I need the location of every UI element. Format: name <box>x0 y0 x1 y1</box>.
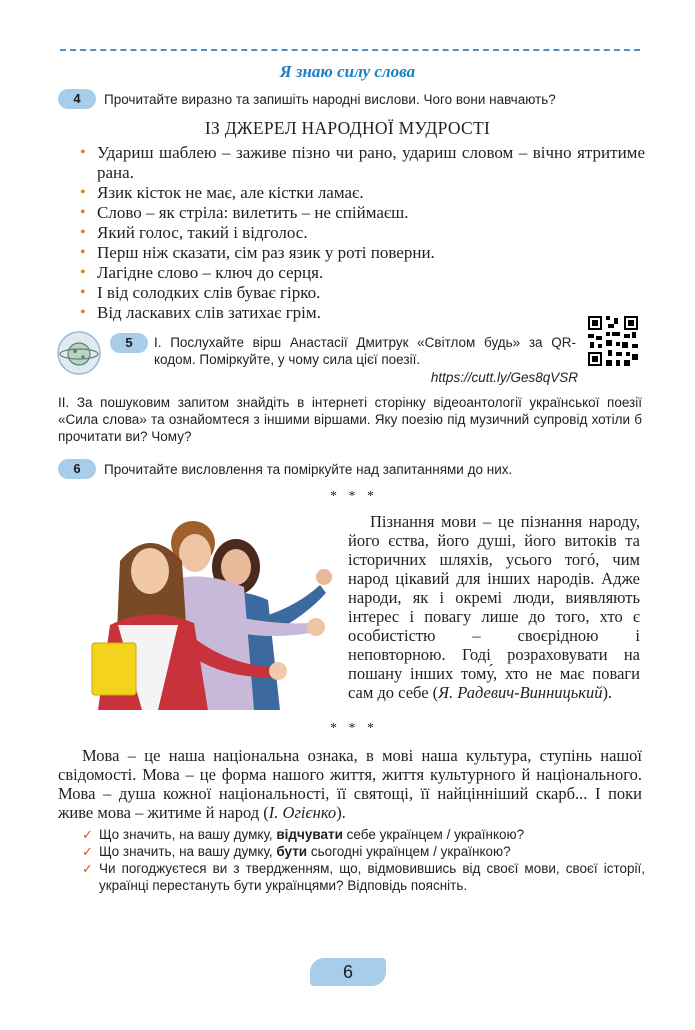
quote-1 <box>348 512 640 702</box>
task-6-badge: 6 <box>58 459 96 479</box>
proverb-item: • Удариш шаблею – заживе пізно чи рано, удариш словом – вічно ятритиме рана. <box>80 143 645 183</box>
task-4-badge: 4 <box>58 89 96 109</box>
quote-1-text: Пізнання мови – це пізнання народу, його єства, його душі, його витоків та історичних шляхів, усього тогó, чим народ цікавий для інших народів. Адже народи, як і окремі люди, виявляють інтерес і повагу лише до того, хто є особистістю – своєрідною і неповторною. Годі розраховувати на пошану інших тому́, хто не має поваги сам до себе ( <box>348 512 640 702</box>
task-5-badge: 5 <box>110 333 148 353</box>
stars-divider-2: * * * <box>330 721 378 736</box>
page-number: 6 <box>310 958 386 986</box>
teenagers-photo <box>58 505 348 710</box>
task-4-instruction: Прочитайте виразно та запишіть народні вислови. Чого вони навчають? <box>104 92 556 107</box>
questions-list <box>82 826 645 894</box>
proverbs-heading: ІЗ ДЖЕРЕЛ НАРОДНОЇ МУДРОСТІ <box>204 118 491 138</box>
question-item: ✓ Що значить, на вашу думку, відчувати себе українцем / українкою? <box>82 826 645 843</box>
section-title: Я знаю силу слова <box>279 62 416 81</box>
proverb-item: • Який голос, такий і відголос. <box>80 223 645 243</box>
task-5-part-1: І. Послухайте вірш Анастасії Дмитрук «Світлом будь» за QR-кодом. Поміркуйте, у чому сила цієї поезії. <box>154 335 576 367</box>
qr-link: https://cutt.ly/Ges8qVSR <box>430 370 578 385</box>
quote-2 <box>58 746 642 822</box>
quote-1-close: ). <box>602 683 613 702</box>
question-item: ✓ Що значить, на вашу думку, бути сьогодні українцем / українкою? <box>82 843 645 860</box>
proverb-item: • Від ласкавих слів затихає грім. <box>80 303 645 323</box>
question-item: ✓ Чи погоджуєтеся ви з твердженням, що, відмовившись від своєї мови, своєї історії, українці перестануть бути українцями? Відповідь поясніть. <box>82 860 645 894</box>
quote-2-author: І. Огієнко <box>268 803 337 822</box>
qr-code-icon[interactable] <box>586 314 640 368</box>
proverb-item: • Перш ніж сказати, сім раз язик у роті поверни. <box>80 243 645 263</box>
proverbs-list <box>80 143 645 323</box>
proverb-item: • Язик кісток не має, але кістки ламає. <box>80 183 645 203</box>
stars-divider: * * * <box>330 489 378 504</box>
planet-icon <box>56 330 102 376</box>
top-dashed-divider <box>60 49 640 51</box>
quote-2-close: ). <box>336 803 346 822</box>
task-5-part-2: ІІ. За пошуковим запитом знайдіть в інтернеті сторінку відеоантології української поезії «Сила слова» та ознайомтеся з іншими віршами. Яку поезію під музичний супровід хотіли б прочитати ви? Чому? <box>58 395 642 444</box>
proverb-item: • Лагідне слово – ключ до серця. <box>80 263 645 283</box>
quote-1-author: Я. Радевич-Винницький <box>438 683 603 702</box>
proverb-item: • Слово – як стріла: вилетить – не спіймаєш. <box>80 203 645 223</box>
proverb-item: • І від солодких слів буває гірко. <box>80 283 645 303</box>
quote-2-text: Мова – це наша національна ознака, в мові наша культура, ступінь нашої свідомості. Мова – це форма нашого життя, життя культурного й національного. Мова – душа кожної національності, її святощі, її найцінніший скарб... І поки живе мова – житиме й народ ( <box>58 746 642 822</box>
task-6-instruction: Прочитайте висловлення та поміркуйте над запитаннями до них. <box>104 462 513 477</box>
